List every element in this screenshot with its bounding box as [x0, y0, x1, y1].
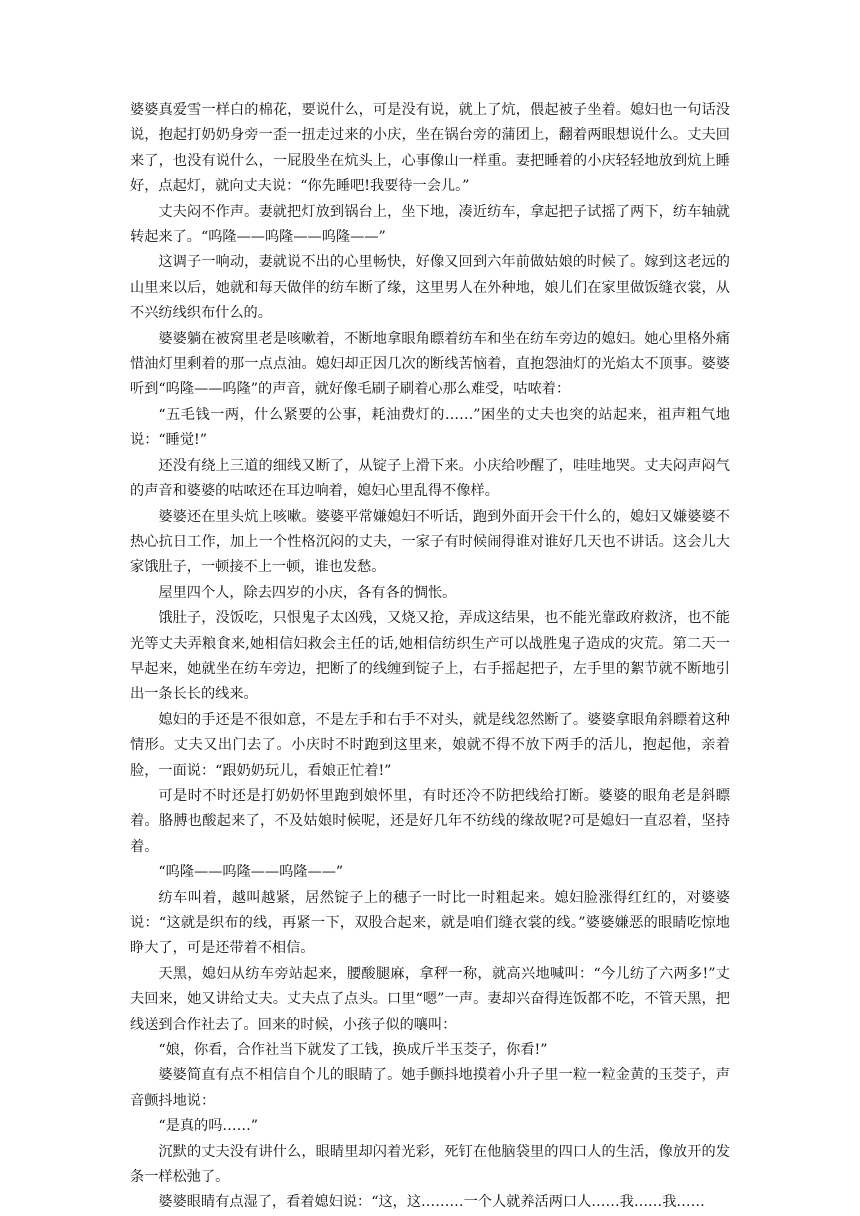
paragraph: 婆婆真爱雪一样白的棉花，要说什么，可是没有说，就上了炕，偎起被子坐着。媳妇也一句话没说，抱起打奶奶身旁一歪一扭走过来的小庆，坐在锅台旁的蒲团上，翻着两眼想说什么。丈夫回来了，也没有说什么，一屁股坐在炕头上，心事像山一样重。妻把睡着的小庆轻轻地放到炕上睡好，点起灯，就向丈夫说：“你先睡吧!我要待一会儿。”	[130, 102, 730, 195]
paragraph: 纺车叫着，越叫越紧，居然锭子上的穗子一时比一时粗起来。媳妇脸涨得红红的，对婆婆说：“这就是织布的线，再紧一下，双股合起来，就是咱们缝衣裳的线。”婆婆嫌恶的眼睛吃惊地睁大了，可是还带着不相信。	[130, 889, 730, 957]
paragraph: 可是时不时还是打奶奶怀里跑到娘怀里，有时还冷不防把线给打断。婆婆的眼角老是斜瞟着。胳膊也酸起来了，不及姑娘时候呢，还是好几年不纺线的缘故呢?可是媳妇一直忍着，坚持着。	[130, 787, 730, 855]
paragraph: 还没有绕上三道的细线又断了，从锭子上滑下来。小庆给吵醒了，哇哇地哭。丈夫闷声闷气的声音和婆婆的咕哝还在耳边响着，媳妇心里乱得不像样。	[130, 457, 730, 500]
paragraph: 沉默的丈夫没有讲什么，眼睛里却闪着光彩，死钉在他脑袋里的四口人的生活，像放开的发条一样松弛了。	[130, 1143, 730, 1186]
paragraph: 天黑，媳妇从纺车旁站起来，腰酸腿麻，拿秤一称，就高兴地喊叫：“今儿纺了六两多!”丈夫回来，她又讲给丈夫。丈夫点了点头。口里“嗯”一声。妻却兴奋得连饭都不吃，不管天黑，把线送到合作社去了。回来的时候，小孩子似的嚷叫：	[130, 965, 730, 1033]
paragraph: 媳妇的手还是不很如意，不是左手和右手不对头，就是线忽然断了。婆婆拿眼角斜瞟着这种情形。丈夫又出门去了。小庆时不时跑到这里来，娘就不得不放下两手的活儿，抱起他，亲着脸，一面说：“跟奶奶玩儿，看娘正忙着!”	[130, 711, 730, 779]
paragraph: “是真的吗……”	[158, 1118, 259, 1135]
document-page	[130, 98, 730, 1216]
paragraph: 婆婆还在里头炕上咳嗽。婆婆平常嫌媳妇不听话，跑到外面开会干什么的，媳妇又嫌婆婆不热心抗日工作，加上一个性格沉闷的丈夫，一家子有时候闹得谁对谁好几天也不讲话。这会儿大家饿肚子，一顿接不上一顿，谁也发愁。	[130, 508, 730, 576]
paragraph: 丈夫闷不作声。妻就把灯放到锅台上，坐下地，凑近纺车，拿起把子试摇了两下，纺车轴就转起来了。“呜隆——呜隆——呜隆——”	[130, 203, 730, 246]
paragraph: “五毛钱一两，什么紧要的公事，耗油费灯的……”困坐的丈夫也突的站起来，祖声粗气地说：“睡觉!”	[130, 406, 730, 449]
paragraph: 屋里四个人，除去四岁的小庆，各有各的惆怅。	[158, 584, 457, 601]
paragraph: 这调子一响动，妻就说不出的心里畅快，好像又回到六年前做姑娘的时候了。嫁到这老远的山里来以后，她就和每天做伴的纺车断了缘，这里男人在外种地，娘儿们在家里做饭缝衣裳，从不兴纺线织布什么的。	[130, 254, 730, 322]
paragraph: 婆婆躺在被窝里老是咳嗽着，不断地拿眼角瞟着纺车和坐在纺车旁边的媳妇。她心里格外痛惜油灯里剩着的那一点点油。媳妇却正因几次的断线苦恼着，直抱怨油灯的光焰太不顶事。婆婆听到“呜隆——呜隆”的声音，就好像毛刷子刷着心那么难受，咕哝着：	[130, 330, 730, 398]
paragraph: “娘，你看，合作社当下就发了工钱，换成斤半玉茭子，你看!”	[158, 1042, 548, 1059]
paragraph: 婆婆眼睛有点湿了，看着媳妇说：“这，这………一个人就养活两口人……我……我……	[158, 1194, 705, 1211]
paragraph: “呜隆——呜隆——呜隆——”	[158, 864, 344, 881]
paragraph: 婆婆简直有点不相信自个儿的眼睛了。她手颤抖地摸着小升子里一粒一粒金黄的玉茭子，声音颤抖地说：	[130, 1067, 730, 1109]
paragraph: 饿肚子，没饭吃，只恨鬼子太凶残，又烧又抢，弄成这结果，也不能光靠政府救济，也不能光等丈夫弄粮食来,她相信妇救会主任的话,她相信纺织生产可以战胜鬼子造成的灾荒。第二天一早起来，她就坐在纺车旁边，把断了的线缠到锭子上，右手摇起把子，左手里的絮节就不断地引出一条长长的线来。	[130, 610, 730, 703]
